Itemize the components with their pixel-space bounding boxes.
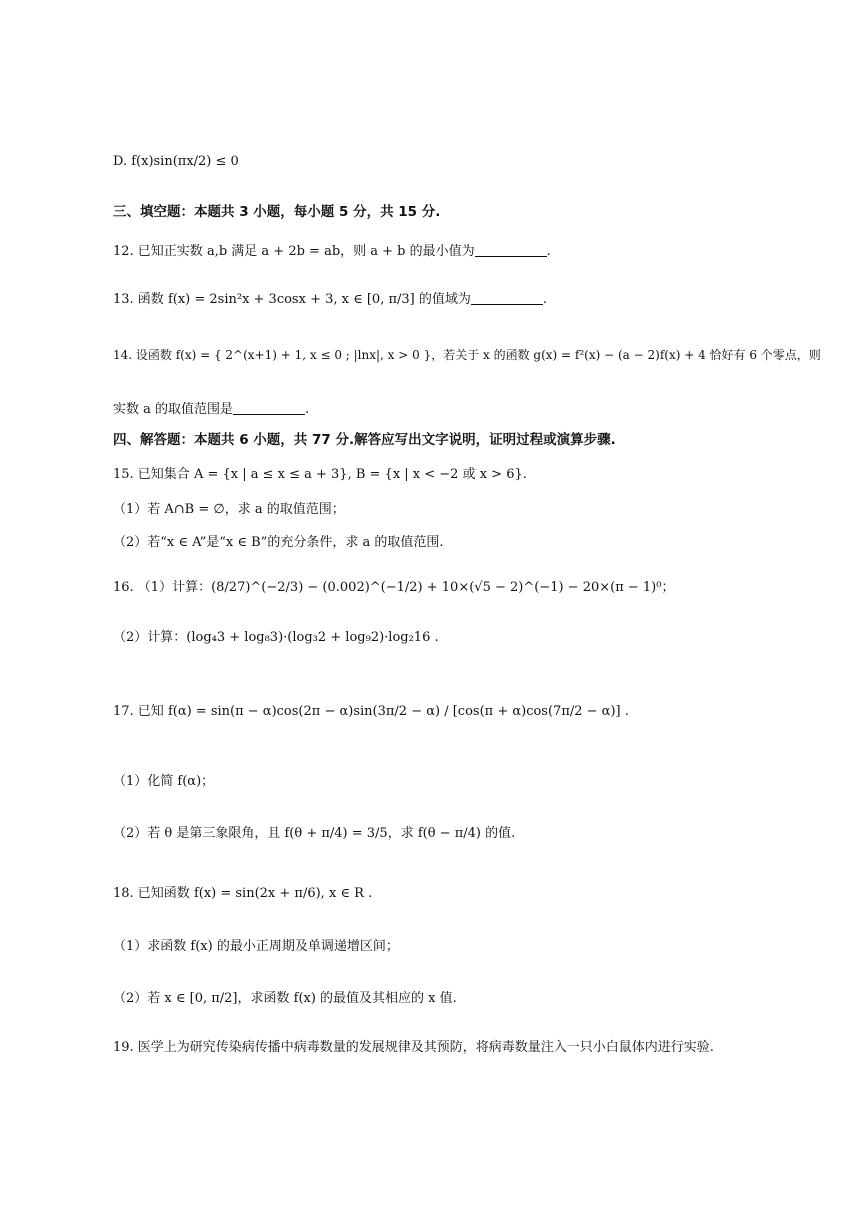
question-13 <box>113 288 778 307</box>
question-15: 15. 已知集合 A = {x | a ≤ x ≤ a + 3}, B = {x | x < −2 或 x > 6}. <box>113 467 527 482</box>
section-heading-answer: 四、解答题：本题共 6 小题，共 77 分.解答应写出文字说明，证明过程或演算步骤. <box>113 432 616 448</box>
question-12-text: 12. 已知正实数 a,b 满足 a + 2b = ab，则 a + b 的最小值为 <box>113 244 475 259</box>
question-16-part-1: 16. （1）计算：(8/27)^(−2/3) − (0.002)^(−1/2) + 10×(√5 − 2)^(−1) − 20×(π − 1)⁰； <box>113 580 675 595</box>
question-15-part-2: （2）若“x ∈ A”是“x ∈ B”的充分条件，求 a 的取值范围. <box>113 535 444 550</box>
question-13-text: 13. 函数 f(x) = 2sin²x + 3cosx + 3, x ∈ [0, π/3] 的值域为 <box>113 292 471 307</box>
blank-suffix: . <box>305 402 310 417</box>
option-d: D. f(x)sin(πx/2) ≤ 0 <box>113 154 239 169</box>
question-17-part-2: （2）若 θ 是第三象限角，且 f(θ + π/4) = 3/5，求 f(θ − π/4) 的值. <box>113 826 516 841</box>
question-14-cont-text: 实数 a 的取值范围是 <box>113 402 234 417</box>
answer-blank <box>471 292 543 305</box>
question-18-part-2: （2）若 x ∈ [0, π/2]，求函数 f(x) 的最值及其相应的 x 值. <box>113 991 457 1006</box>
question-15-part-1: （1）若 A∩B = ∅，求 a 的取值范围； <box>113 502 345 517</box>
question-14: 14. 设函数 f(x) = { 2^(x+1) + 1, x ≤ 0 ; |lnx|, x > 0 }，若关于 x 的函数 g(x) = f²(x) − (a − 2)f(x) + 4 恰好有 6 个零点，则 <box>113 348 821 362</box>
blank-suffix: . <box>546 244 551 259</box>
question-12 <box>113 240 778 259</box>
question-18-part-1: （1）求函数 f(x) 的最小正周期及单调递增区间； <box>113 939 399 954</box>
section-heading-fill-in: 三、填空题：本题共 3 小题，每小题 5 分，共 15 分. <box>113 204 441 220</box>
question-16-part-2: （2）计算：(log₄3 + log₈3)·(log₃2 + log₉2)·log₂16 . <box>113 630 439 645</box>
answer-blank <box>233 402 305 415</box>
answer-blank <box>475 244 547 257</box>
question-17: 17. 已知 f(α) = sin(π − α)cos(2π − α)sin(3π/2 − α) / [cos(π + α)cos(7π/2 − α)] . <box>113 704 629 719</box>
question-19: 19. 医学上为研究传染病传播中病毒数量的发展规律及其预防，将病毒数量注入一只小白鼠体内进行实验. <box>113 1040 714 1055</box>
blank-suffix: . <box>542 292 547 307</box>
question-18: 18. 已知函数 f(x) = sin(2x + π/6), x ∈ R . <box>113 886 373 901</box>
question-17-part-1: （1）化简 f(α)； <box>113 774 215 789</box>
question-14-cont <box>113 398 778 417</box>
